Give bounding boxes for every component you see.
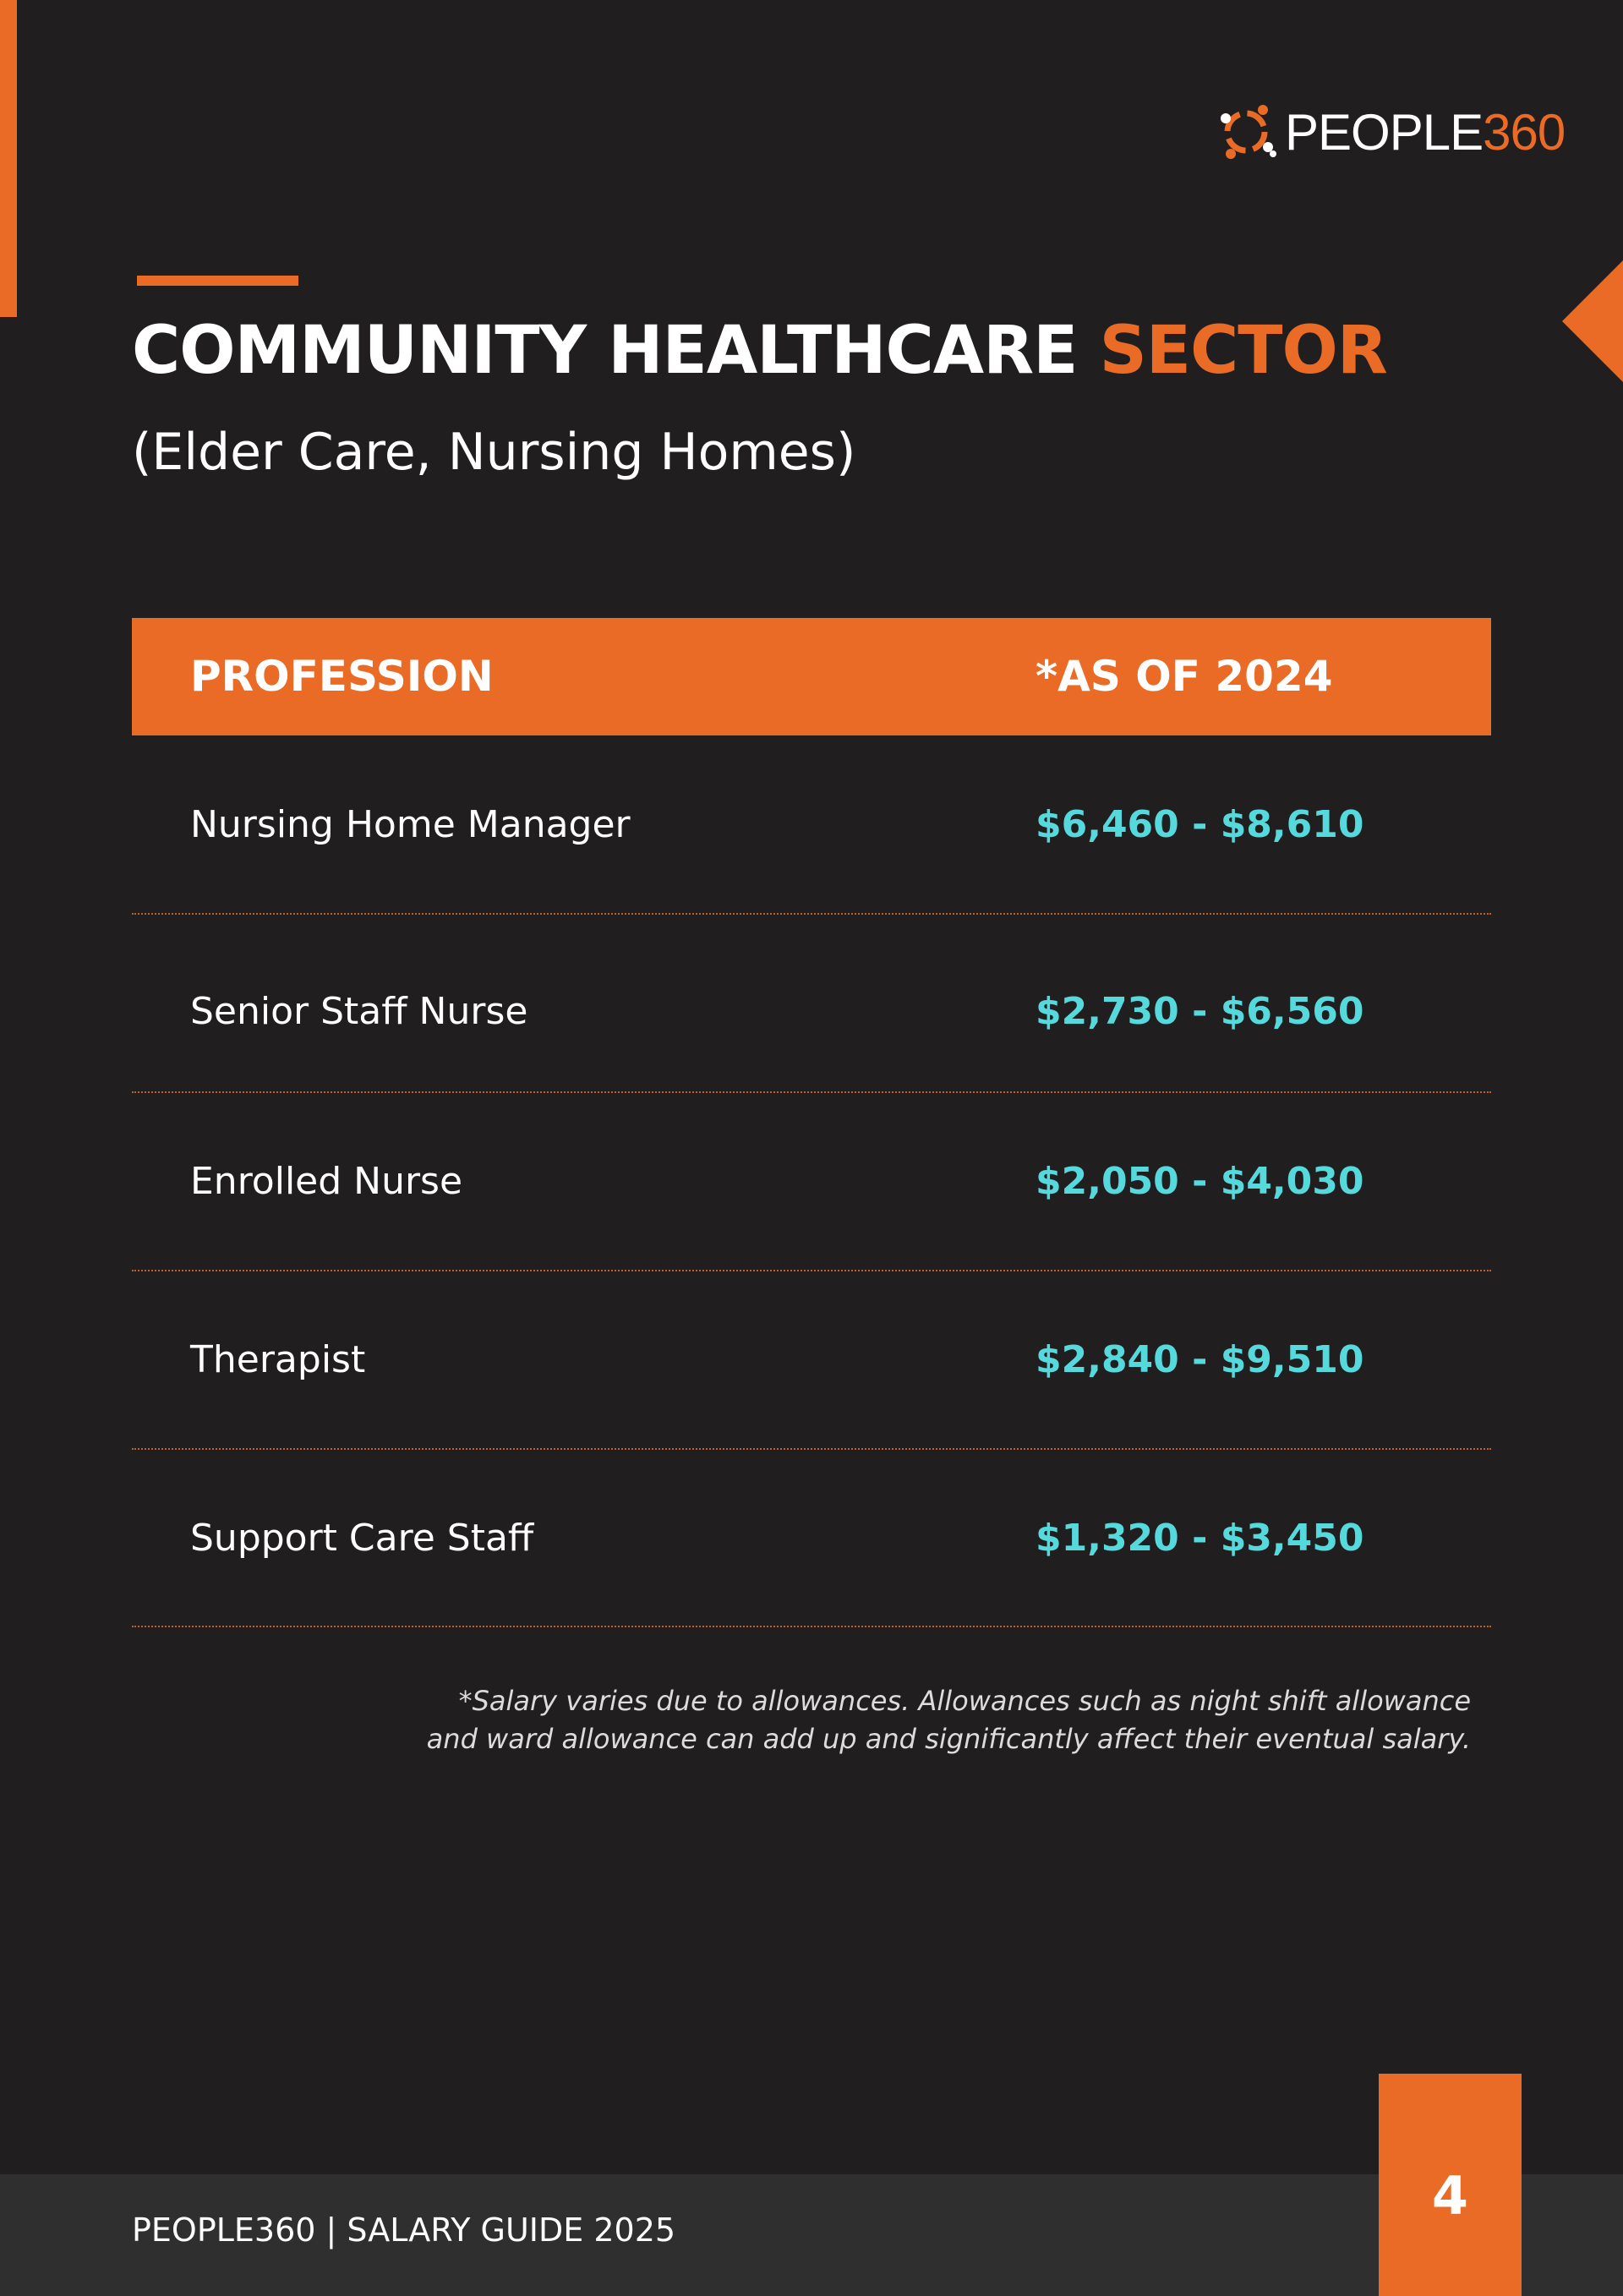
column-header-salary: *AS OF 2024 <box>1036 652 1333 701</box>
page-number: 4 <box>1431 2165 1469 2227</box>
profession-cell: Nursing Home Manager <box>190 802 631 846</box>
page-subtitle: (Elder Care, Nursing Homes) <box>132 423 856 482</box>
table-row <box>132 1450 1491 1627</box>
table-row <box>132 915 1491 1093</box>
salary-cell: $2,730 - $6,560 <box>1036 990 1364 1033</box>
table-row <box>132 1271 1491 1450</box>
right-edge-triangle <box>1562 260 1623 382</box>
left-accent-bar <box>0 0 17 317</box>
title-accent: SECTOR <box>1099 313 1387 389</box>
salary-cell: $2,050 - $4,030 <box>1036 1160 1364 1203</box>
profession-cell: Therapist <box>190 1338 366 1381</box>
logo-text-accent: 360 <box>1483 103 1566 161</box>
profession-cell: Enrolled Nurse <box>190 1160 463 1203</box>
profession-cell: Support Care Staff <box>190 1516 534 1560</box>
footer-text: PEOPLE360 | SALARY GUIDE 2025 <box>132 2211 676 2249</box>
title-main: COMMUNITY HEALTHCARE <box>132 313 1078 389</box>
salary-cell: $6,460 - $8,610 <box>1036 802 1364 846</box>
profession-cell: Senior Staff Nurse <box>190 990 528 1033</box>
table-row <box>132 1093 1491 1271</box>
logo-wordmark <box>1285 103 1565 161</box>
salary-cell: $2,840 - $9,510 <box>1036 1338 1364 1381</box>
footnote-line-2: and ward allowance can add up and significantly affect their eventual salary. <box>426 1723 1471 1755</box>
title-accent-line <box>137 276 298 286</box>
logo-people-icon <box>1214 100 1278 164</box>
column-header-profession: PROFESSION <box>190 652 494 701</box>
table-row <box>132 735 1491 915</box>
people360-logo <box>1214 100 1565 164</box>
salary-footnote <box>372 1682 1471 1758</box>
salary-cell: $1,320 - $3,450 <box>1036 1516 1364 1560</box>
page-title <box>132 313 1387 389</box>
logo-text-primary: PEOPLE <box>1285 103 1484 161</box>
salary-table <box>132 618 1491 1627</box>
footnote-line-1: *Salary varies due to allowances. Allowances such as night shift allowance <box>458 1685 1471 1717</box>
table-header <box>132 618 1491 735</box>
page-number-box <box>1379 2074 1522 2296</box>
